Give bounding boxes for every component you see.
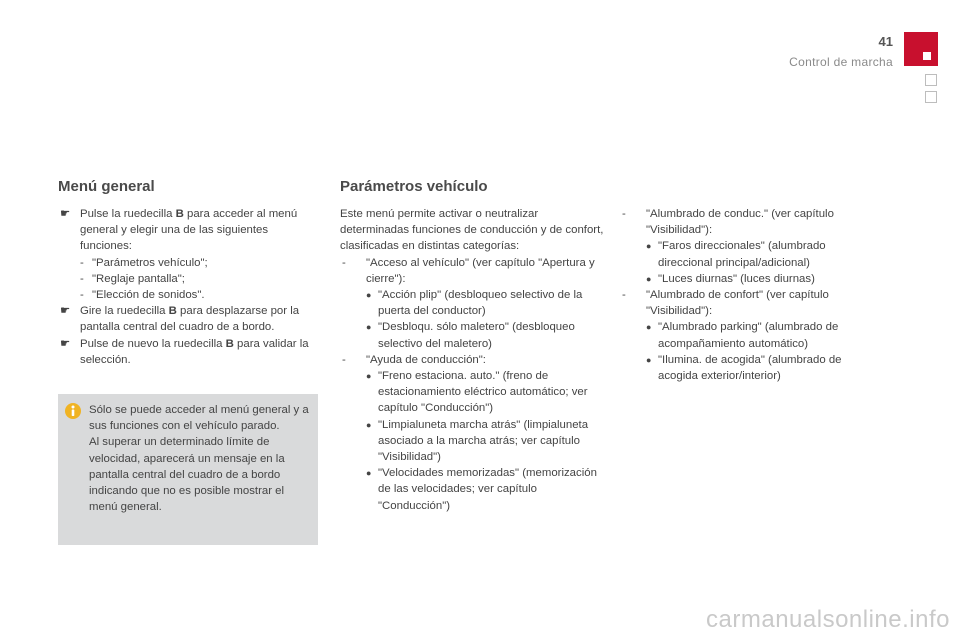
function-item: ● "Ilumina. de acogida" (alumbrado de acogida exterior/interior) xyxy=(646,353,842,383)
menu-general-heading: Menú general xyxy=(58,178,155,195)
function-text: "Limpialuneta marcha atrás" (limpialuneta asociado a la marcha atrás; ver capítulo "Visibilidad") xyxy=(378,418,589,464)
arrow-bullet-icon: ☛ xyxy=(60,337,71,350)
category-text: "Ayuda de conducción": xyxy=(366,353,486,366)
step-item xyxy=(60,303,322,335)
step-text: para acceder al menú general y elegir una de las siguientes funciones: xyxy=(80,208,298,253)
function-text: "Freno estaciona. auto." (freno de estacionamiento eléctrico automático; ver capítulo "Conducción") xyxy=(378,370,588,415)
function-text: "Desbloqu. sólo maletero" (desbloqueo selectivo del maletero) xyxy=(378,321,575,350)
step-key: B xyxy=(175,208,184,220)
option-item: - "Parámetros vehículo"; xyxy=(80,256,208,269)
menu-general-column xyxy=(60,206,322,368)
function-text: "Ilumina. de acogida" (alumbrado de acogida exterior/interior) xyxy=(658,353,842,383)
parametros-column xyxy=(340,206,608,514)
category-item: - "Alumbrado de conduc." (ver capítulo "Visibilidad"): xyxy=(622,208,834,237)
step-text: Pulse de nuevo la ruedecilla xyxy=(80,337,226,350)
category-text: "Alumbrado de confort" (ver capítulo "Visibilidad"): xyxy=(646,289,829,318)
info-box xyxy=(58,394,318,545)
step-text: para validar la selección. xyxy=(80,337,309,366)
arrow-bullet-icon: ☛ xyxy=(60,208,71,220)
option-item: - "Reglaje pantalla"; xyxy=(80,272,185,285)
info-icon xyxy=(65,403,81,419)
function-text: "Velocidades memorizadas" (memorización de las velocidades; ver capítulo "Conducción") xyxy=(378,467,597,512)
chapter-tab xyxy=(904,32,938,66)
function-text: "Alumbrado parking" (alumbrado de acompañamiento automático) xyxy=(658,321,839,350)
function-item: ● "Desbloqu. sólo maletero" (desbloqueo selectivo del maletero) xyxy=(366,321,575,350)
parametros-heading: Parámetros vehículo xyxy=(340,178,488,195)
option-item: - "Elección de sonidos". xyxy=(80,289,205,302)
function-item: ● "Faros direccionales" (alumbrado direccional principal/adicional) xyxy=(646,240,826,269)
function-text: "Luces diurnas" (luces diurnas) xyxy=(658,272,815,285)
function-item: ● "Freno estaciona. auto." (freno de estacionamiento eléctrico automático; ver capítulo "Conducción") xyxy=(366,370,588,415)
step-item xyxy=(60,206,322,255)
info-paragraph: Al superar un determinado límite de velocidad, aparecerá un mensaje en la pantalla central del cuadro de a bordo indicando que no es posible mostrar el menú general. xyxy=(89,436,285,514)
function-item: ● "Alumbrado parking" (alumbrado de acompañamiento automático) xyxy=(646,321,839,350)
page-number: 41 xyxy=(878,34,893,49)
function-item: ● "Limpialuneta marcha atrás" (limpialuneta asociado a la marcha atrás; ver capítulo "Visibilidad") xyxy=(366,418,589,464)
chapter-tab-marker xyxy=(923,52,931,60)
option-text: "Elección de sonidos". xyxy=(92,289,205,302)
step-key: B xyxy=(168,305,177,318)
function-text: "Faros direccionales" (alumbrado direccional principal/adicional) xyxy=(658,240,826,269)
function-text: "Acción plip" (desbloqueo selectivo de la puerta del conductor) xyxy=(378,289,583,318)
category-item: - "Alumbrado de confort" (ver capítulo "Visibilidad"): xyxy=(622,289,829,318)
category-item: - "Acceso al vehículo" (ver capítulo "Apertura y cierre"): xyxy=(342,256,595,285)
watermark: carmanualsonline.info xyxy=(706,606,950,633)
function-item: ● "Velocidades memorizadas" (memorización de las velocidades; ver capítulo "Conducción") xyxy=(366,467,597,512)
category-item: - "Ayuda de conducción": xyxy=(342,353,486,366)
section-title: Control de marcha xyxy=(789,55,893,69)
chapter-indicator-box xyxy=(925,91,937,103)
function-item: ● "Acción plip" (desbloqueo selectivo de la puerta del conductor) xyxy=(366,289,583,318)
info-text xyxy=(89,402,311,515)
intro-text: Este menú permite activar o neutralizar determinadas funciones de conducción y de confort, clasificadas en distintas categorías: xyxy=(340,208,604,253)
category-text: "Acceso al vehículo" (ver capítulo "Apertura y cierre"): xyxy=(366,256,595,285)
step-text: para desplazarse por la pantalla central del cuadro de a bordo. xyxy=(80,305,300,334)
info-paragraph: Sólo se puede acceder al menú general y a sus funciones con el vehículo parado. xyxy=(89,404,309,433)
step-text: Gire la ruedecilla xyxy=(80,305,169,318)
step-text: Pulse la ruedecilla xyxy=(80,208,176,220)
option-text: "Reglaje pantalla"; xyxy=(92,272,185,285)
category-text: "Alumbrado de conduc." (ver capítulo "Visibilidad"): xyxy=(646,208,834,237)
step-key: B xyxy=(225,337,234,350)
chapter-indicator-box xyxy=(925,74,937,86)
function-item: ● "Luces diurnas" (luces diurnas) xyxy=(646,272,815,285)
arrow-bullet-icon: ☛ xyxy=(60,305,71,318)
option-text: "Parámetros vehículo"; xyxy=(92,256,208,269)
lighting-column xyxy=(620,206,870,384)
step-item xyxy=(60,336,322,368)
